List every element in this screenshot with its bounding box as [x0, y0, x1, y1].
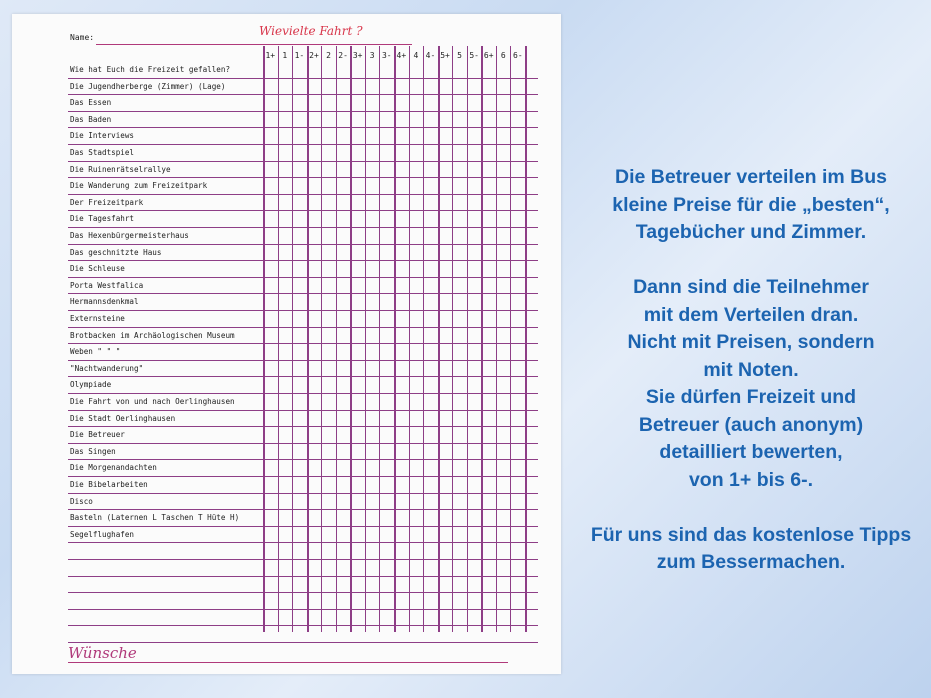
criterion-label: Weben " " " [70, 347, 121, 357]
criterion-label: "Nachtwanderung" [70, 363, 144, 373]
grid-row-line [68, 426, 538, 427]
grid-row-line [68, 78, 538, 79]
explanation-line: Nicht mit Preisen, sondern [627, 331, 875, 353]
name-line [96, 44, 412, 45]
evaluation-form-scan [12, 14, 561, 674]
grid-row-line [68, 559, 538, 560]
grid-column-line [423, 46, 424, 632]
grade-header-cell: 5+ [440, 51, 450, 60]
grid-column-line [278, 46, 279, 632]
grade-header-cell: 6+ [483, 51, 494, 60]
criterion-label: Die Tagesfahrt [70, 214, 135, 224]
grade-header-cell: 4+ [396, 51, 407, 60]
explanation-paragraph-1: Die Betreuer verteilen im Bus kleine Preise für die „besten“, Tagebücher und Zimmer. [612, 166, 890, 243]
grid-column-line [263, 46, 265, 632]
name-label: Name: [70, 33, 95, 42]
explanation-line: Sie dürfen Freizeit und [645, 386, 857, 408]
grid-row-line [68, 493, 538, 494]
grid-column-line [379, 46, 380, 632]
grid-row-line [68, 576, 538, 577]
grid-row-line [68, 177, 538, 178]
grade-header-cell: 1- [294, 51, 305, 60]
criterion-label: Hermannsdenkmal [70, 297, 139, 307]
grid-row-line [68, 210, 538, 211]
grid-row-line [68, 277, 538, 278]
grid-row-line [68, 244, 538, 245]
criterion-label: Die Interviews [70, 131, 135, 141]
grade-header-cell: 3 [369, 51, 375, 60]
grid-row-line [68, 161, 538, 162]
criterion-label: Die Jugendherberge (Zimmer) (Lage) [70, 81, 226, 91]
grade-header-cell: 6 [500, 51, 506, 60]
grid-row-line [68, 260, 538, 261]
grid-row-line [68, 127, 538, 128]
wishes-line [68, 662, 508, 663]
criterion-label: Die Fahrt von und nach Oerlinghausen [70, 397, 235, 406]
grid-row-line [68, 410, 538, 411]
grade-header-cell: 4 [413, 51, 419, 60]
grade-header-cell: 1 [282, 51, 288, 60]
grid-column-line [292, 46, 293, 632]
grid-column-line [321, 46, 322, 632]
criterion-label: Porta Westfalica [70, 280, 144, 290]
grade-header-cell: 6- [513, 51, 523, 60]
criterion-label: Die Morgenandachten [70, 463, 157, 473]
grid-column-line [307, 46, 309, 632]
criterion-label: Das Stadtspiel [70, 148, 135, 157]
grid-column-line [336, 46, 337, 632]
grid-column-line [365, 46, 366, 632]
grid-column-line [438, 46, 440, 632]
grid-row-line [68, 343, 538, 344]
criterion-label: Das Baden [70, 114, 112, 124]
grid-row-line [68, 609, 538, 610]
explanation-line: von 1+ bis 6-. [688, 468, 814, 491]
grid-row-line [68, 94, 538, 95]
grid-row-line [68, 360, 538, 361]
grid-column-line [452, 46, 453, 632]
grade-header-cell: 5 [457, 51, 462, 60]
criterion-label: Das Essen [70, 98, 112, 108]
criterion-label: Das Hexenbürgermeisterhaus [70, 231, 189, 240]
criterion-label: Das Singen [70, 446, 116, 456]
explanation-paragraph-3: Für uns sind das kostenlose Tipps zum Bessermachen. [590, 523, 912, 573]
grid-row-line [68, 509, 538, 510]
criterion-label: Die Wanderung zum Freizeitpark [70, 181, 208, 191]
grid-row-line [68, 393, 538, 394]
criterion-label: Das geschnitzte Haus [70, 247, 162, 257]
grid-column-line [467, 46, 468, 632]
grid-column-line [481, 46, 483, 632]
grade-header-cell: 2- [338, 51, 348, 60]
grid-row-line [68, 111, 538, 112]
grade-header-cell: 1+ [265, 51, 276, 60]
wishes-label: Wünsche [68, 644, 137, 662]
criterion-label: Segelflughafen [70, 529, 135, 539]
grid-row-line [68, 310, 538, 311]
grid-column-line [350, 46, 352, 632]
grade-header-cell: 2 [326, 51, 331, 60]
explanation-line: detailliert bewerten, [659, 441, 843, 463]
grid-row-line [68, 642, 538, 643]
criterion-label: Brotbacken im Archäologischen Museum [70, 330, 235, 340]
grid-row-line [68, 443, 538, 444]
grid-row-line [68, 526, 538, 527]
grid-row-line [68, 542, 538, 543]
criterion-label: Olympiade [70, 380, 112, 390]
explanation-line: mit dem Verteilen dran. [643, 303, 859, 326]
grid-column-line [525, 46, 527, 632]
criterion-label: Die Schleuse [70, 264, 125, 274]
criterion-label: Wie hat Euch die Freizeit gefallen? [70, 65, 231, 74]
grid-row-line [68, 194, 538, 195]
grid-row-line [68, 227, 538, 228]
explanation-panel [586, 164, 916, 577]
criterion-label: Die Betreuer [70, 430, 125, 440]
grade-header-cell: 3+ [352, 51, 363, 60]
explanation-line: Dann sind die Teilnehmer [633, 276, 869, 298]
grid-column-line [496, 46, 497, 632]
criterion-label: Die Stadt Oerlinghausen [70, 413, 176, 423]
grid-row-line [68, 592, 538, 593]
handwritten-trip-count: Wievielte Fahrt ? [259, 24, 363, 38]
grid-row-line [68, 144, 538, 145]
grade-header-cell: 3- [381, 51, 392, 60]
grade-header-cell: 5- [469, 51, 479, 60]
grid-row-line [68, 327, 538, 328]
criterion-label: Basteln (Laternen L Taschen T Hüte H) [70, 513, 240, 523]
grid-row-line [68, 293, 538, 294]
criterion-label: Der Freizeitpark [70, 197, 144, 207]
grid-row-line [68, 625, 538, 626]
grade-header-cell: 2+ [309, 51, 319, 60]
grid-column-line [394, 46, 396, 632]
criterion-label: Externsteine [70, 314, 125, 323]
grid-row-line [68, 459, 538, 460]
grid-row-line [68, 476, 538, 477]
criterion-label: Die Bibelarbeiten [70, 480, 148, 489]
grid-row-line [68, 376, 538, 377]
grid-column-line [510, 46, 511, 632]
grid-column-line [409, 46, 410, 632]
criterion-label: Disco [70, 496, 93, 506]
criterion-label: Die Ruinenrätselrallye [70, 164, 171, 174]
explanation-line: mit Noten. [703, 358, 799, 381]
explanation-line: Betreuer (auch anonym) [638, 413, 864, 436]
grade-header-cell: 4- [425, 51, 436, 60]
